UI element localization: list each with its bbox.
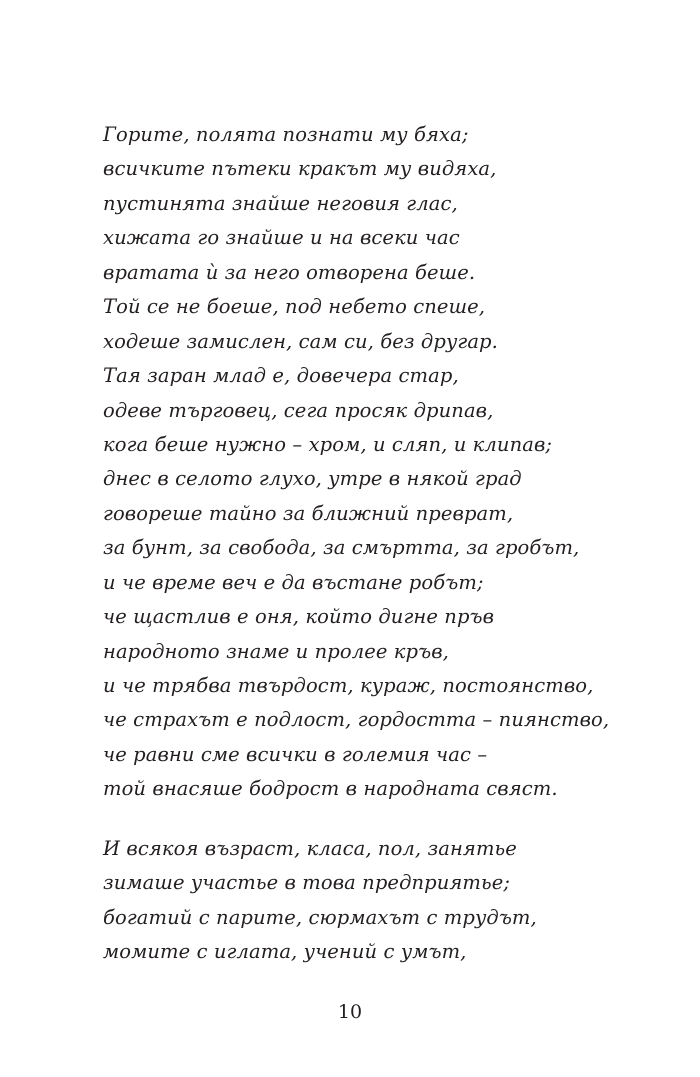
poem-line: хижата го знайше и на всеки час <box>103 226 460 250</box>
poem-line: че страхът е подлост, гордостта – пиянство, <box>103 708 610 732</box>
poem-line: зимаше участье в това предприятье; <box>103 871 511 895</box>
poem-line: той внасяше бодрост в народната свяст. <box>103 777 558 801</box>
poem-line: и че време веч е да въстане робът; <box>103 570 484 594</box>
poem-line: че равни сме всички в големия час – <box>103 742 488 766</box>
poem-line: И всякоя възраст, класа, пол, занятье <box>103 837 517 860</box>
poem-line: народното знаме и пролее кръв, <box>103 639 449 663</box>
poem-line: за бунт, за свобода, за смъртта, за гробът, <box>103 536 580 560</box>
poem-line: кога беше нужно – хром, и сляп, и клипав; <box>103 432 553 456</box>
poem-line: Тая заран млад е, довечера стар, <box>103 364 459 388</box>
poem-stanza-1 <box>103 118 663 807</box>
poem-line: вратата ѝ за него отворена беше. <box>103 260 476 284</box>
poem-line: говореше тайно за ближний преврат, <box>103 501 514 525</box>
poem-line: богатий с парите, сюрмахът с трудът, <box>103 905 537 929</box>
poem-line: че щастлив е оня, който дигне пръв <box>103 605 495 629</box>
poem-line: Горите, полята познати му бяха; <box>103 123 469 146</box>
poem-line: пустинята знайше неговия глас, <box>103 191 458 215</box>
poem-line: момите с иглата, учений с умът, <box>103 940 467 964</box>
poem-stanza-2 <box>103 832 663 970</box>
poem-line: и че трябва твърдост, кураж, постоянство, <box>103 674 594 697</box>
poem-line: Той се не боеше, под небето спеше, <box>103 295 486 319</box>
poem-line: ходеше замислен, сам си, без другар. <box>103 329 498 353</box>
page-number: 10 <box>337 1001 363 1023</box>
poem-line: днес в селото глухо, утре в някой град <box>103 467 522 491</box>
poem-line: всичките пътеки кракът му видяха, <box>103 157 497 181</box>
poem-line: одеве търговец, сега просяк дрипав, <box>103 398 494 422</box>
